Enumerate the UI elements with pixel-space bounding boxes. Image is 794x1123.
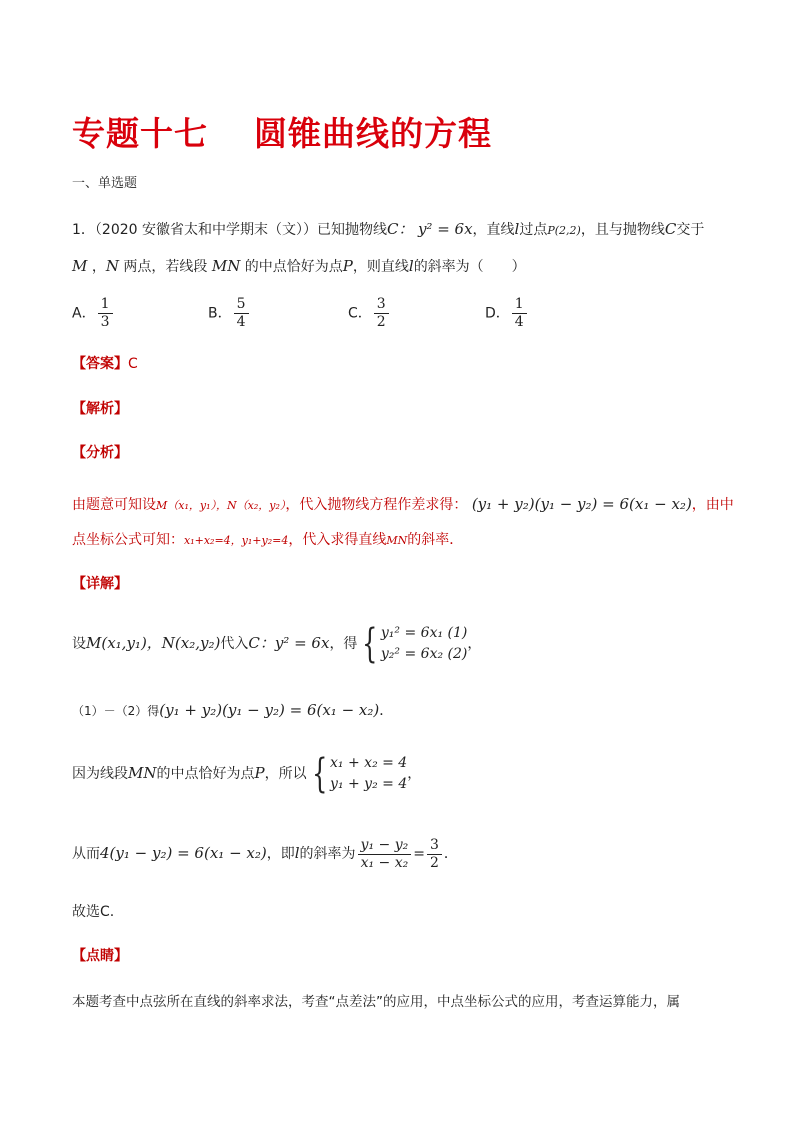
option-a[interactable] [72,296,115,331]
xj-system-2-row1: x₁ + x₂ = 4 [330,755,408,771]
q-point-M: M [72,257,88,275]
option-c-label: C． [348,305,372,322]
fenxi-mn: MN [386,534,408,547]
option-c-num: 3 [374,296,389,314]
answer-line [72,354,138,374]
option-a-label: A． [72,305,96,322]
xj-mn: MN [128,764,157,782]
title-part1: 专题十七 [72,114,208,153]
xj-text-1e: ， [467,636,482,652]
page-title [72,108,492,155]
fenxi-text-2b: ，代入求得直线 [288,532,387,548]
question-line-2 [72,256,526,277]
xiangjie-line-4 [72,832,458,875]
xj-l: l [294,844,300,862]
xj-text-3a: 因为线段 [72,766,128,782]
q-text-1d: ，且与抛物线 [580,222,665,238]
q-curve-C2: C [664,220,677,238]
xj-slope-den: x₁ − x₂ [360,854,409,871]
xj-text-4c: 的斜率为 [299,846,356,862]
xj-text-2a: （1）－（2）得 [72,704,160,718]
option-b-fraction [234,296,249,331]
option-c-fraction [374,296,389,331]
answer-label: 【答案】 [72,356,128,372]
answer-value: C [128,356,138,372]
xj-system-1-row1: y₁² = 6x₁ (1) [380,625,468,641]
q-text-1e: 交于 [676,222,705,238]
jiexi-label: 【解析】 [72,401,128,417]
xj-system-2-brace: { [311,751,327,797]
fenxi-points: M（x₁，y₁），N（x₂，y₂） [156,499,286,512]
q-point-P: P [342,257,353,275]
q-text-2d: ，则直线 [352,259,409,275]
q-text-2e: 的斜率为（ ） [413,259,526,275]
option-b-num: 5 [234,296,249,314]
fenxi-text-2a: 点坐标公式可知： [72,532,184,548]
xj-text-4b: ，即 [266,846,295,862]
q-curve-C: C： [387,220,414,238]
option-b-label: B． [208,305,232,322]
xj-points: M(x₁,y₁)，N(x₂,y₂) [86,634,221,652]
xiangjie-line-5: 故选C. [72,904,115,920]
q-text-2b: 两点，若线段 [123,259,208,275]
fenxi-line-2 [72,530,463,551]
q-text-1b: ，直线 [472,222,515,238]
q-line-l2: l [408,257,414,275]
fenxi-text-1b: ，代入抛物线方程作差求得： [285,497,468,513]
xj-text-1d: ，得 [329,636,358,652]
xj-text-1b: 代入 [220,636,249,652]
xj-text-3c: ，所以 [264,766,307,782]
fenxi-sums: x₁+x₂=4，y₁+y₂=4 [184,534,289,547]
option-a-num: 1 [98,296,113,314]
xj-system-1-row2: y₂² = 6x₂ (2) [380,646,468,662]
option-d[interactable] [485,296,529,331]
q-text-1a: 1．（2020 安徽省太和中学期末（文））已知抛物线 [72,222,387,238]
xj-system-1 [357,623,467,665]
xj-p: P [254,764,265,782]
title-part2: 圆锥曲线的方程 [254,114,492,153]
dianjing-label: 【点睛】 [72,948,128,964]
q-text-1c: 过点 [519,222,548,238]
fenxi-text-1c: ，由中 [691,497,734,513]
q-parabola-eq: y² = 6x [417,220,473,238]
option-c[interactable] [348,296,391,331]
xj-text-4d: ． [443,846,458,862]
option-d-fraction [512,296,527,331]
xj-slope-fraction [358,837,412,872]
fenxi-text-1a: 由题意可知设 [72,497,156,513]
fenxi-diff-eq: (y₁ + y₂)(y₁ − y₂) = 6(x₁ − x₂) [471,495,692,513]
option-d-den: 4 [514,314,524,330]
option-d-label: D． [485,305,510,322]
xj-slope-num: y₁ − y₂ [358,837,412,855]
q-text-2a: ， [91,259,106,275]
xj-system-2 [307,753,408,795]
fenxi-text-2c: 的斜率． [407,532,464,548]
question-line-1 [72,219,704,241]
fenxi-label: 【分析】 [72,445,128,461]
fenxi-line-1 [72,494,734,516]
xj-equals: = [413,846,425,862]
section-heading: 一、单选题 [72,176,138,191]
q-point-P22: P(2,2) [547,224,581,237]
option-a-den: 3 [100,314,110,330]
option-d-num: 1 [512,296,527,314]
xj-result-den: 2 [429,854,439,871]
q-text-2c: 的中点恰好为点 [244,259,343,275]
xj-text-2b: ． [379,703,394,719]
option-b[interactable] [208,296,251,331]
option-c-den: 2 [376,314,386,330]
q-line-l: l [514,220,520,238]
xj-result-num: 3 [427,837,442,855]
xiangjie-line-3 [72,752,421,795]
xj-text-1a: 设 [72,636,86,652]
xj-system-1-brace: { [362,621,378,667]
xj-result-fraction [427,837,442,872]
xj-diff-eq: (y₁ + y₂)(y₁ − y₂) = 6(x₁ − x₂) [159,701,380,719]
xj-parabola: C：y² = 6x [248,634,330,652]
option-a-fraction [98,296,113,331]
dianjing-text: 本题考查中点弦所在直线的斜率求法，考查“点差法”的应用，中点坐标公式的应用，考查运算能力，属 [72,994,680,1010]
xiangjie-label: 【详解】 [72,576,128,592]
xj-text-3b: 的中点恰好为点 [156,766,255,782]
xiangjie-line-2 [72,700,393,721]
xiangjie-line-1 [72,622,481,665]
xj-text-3d: ， [407,766,422,782]
xj-system-2-row2: y₁ + y₂ = 4 [330,776,408,792]
xj-text-4a: 从而 [72,846,100,862]
q-point-N: N [105,257,119,275]
xj-eq-4: 4(y₁ − y₂) = 6(x₁ − x₂) [100,844,267,862]
option-b-den: 4 [236,314,246,330]
q-segment-MN: MN [211,257,241,275]
